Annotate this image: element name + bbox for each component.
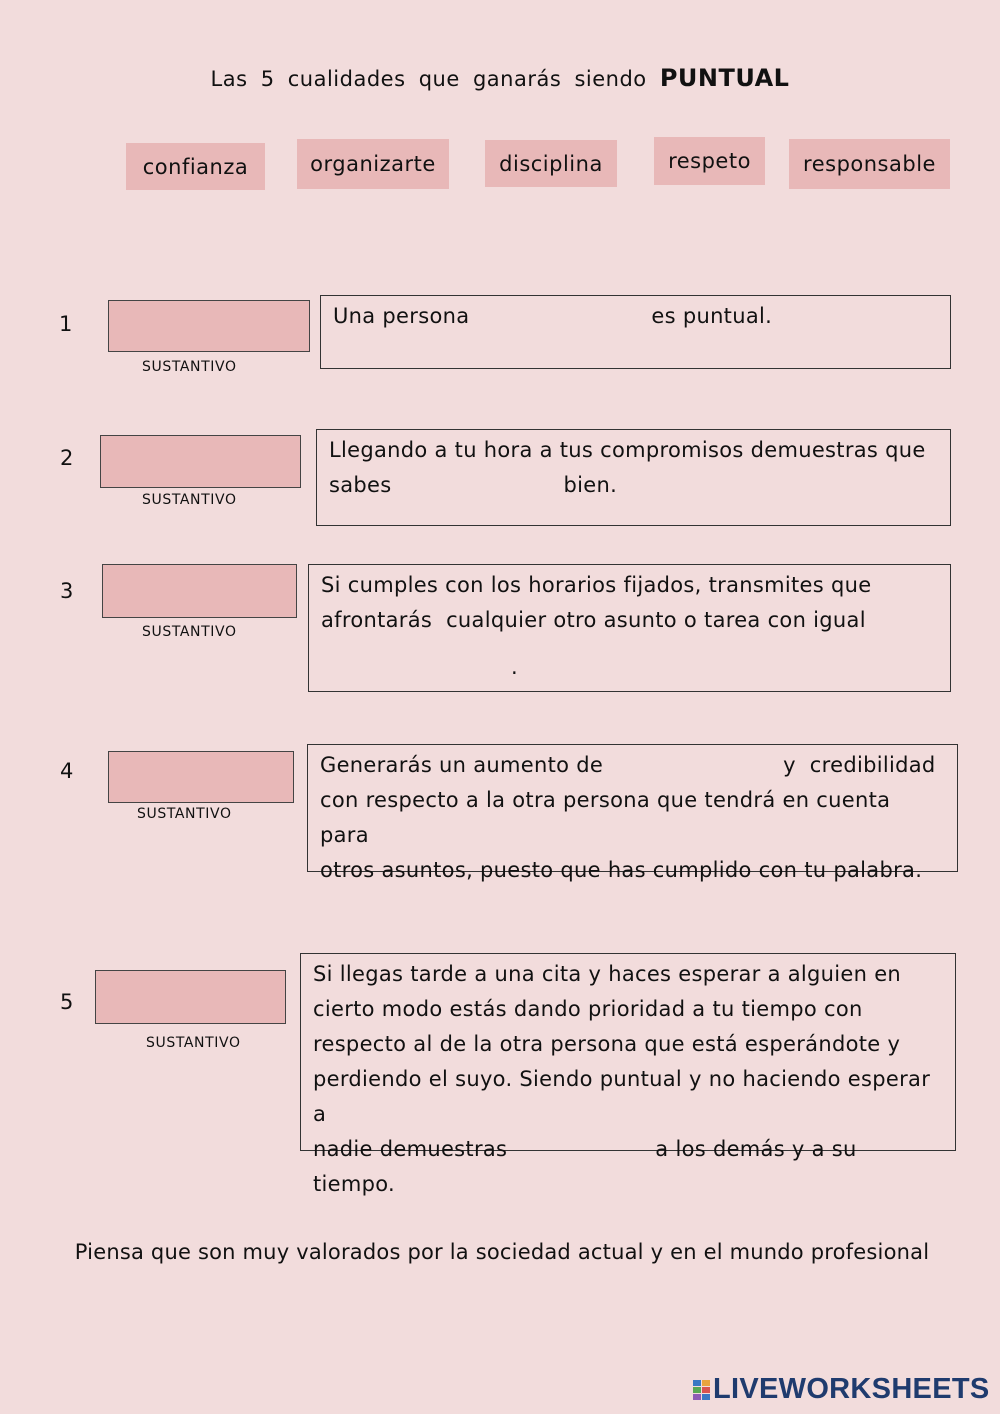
word-bank-item-disciplina[interactable]: disciplina	[485, 140, 617, 187]
logo-block	[693, 1394, 701, 1400]
sentence-5-part-b: a los demás y a su tiempo.	[313, 1137, 857, 1196]
sentence-3-line-2: afrontarás cualquier otro asunto o tarea con igual	[321, 608, 866, 632]
sentence-5-line-2: cierto modo estás dando prioridad a tu tiempo con	[313, 997, 863, 1021]
answer-drop-zone-3[interactable]	[102, 564, 297, 618]
answer-drop-zone-4[interactable]	[108, 751, 294, 803]
sentence-4-line-2: con respecto a la otra persona que tendrá en cuenta para	[320, 788, 891, 847]
sentence-5-part-a: nadie demuestras	[313, 1137, 508, 1161]
item-number-3: 3	[60, 579, 74, 603]
logo-block	[693, 1380, 701, 1386]
logo-block	[693, 1387, 701, 1393]
sentence-4-line-3: otros asuntos, puesto que has cumplido con tu palabra.	[320, 858, 923, 882]
title-text: Las 5 cualidades que ganarás siendo	[210, 67, 647, 91]
logo-block	[702, 1394, 710, 1400]
logo-text: LIVEWORKSHEETS	[713, 1373, 990, 1405]
word-bank-item-confianza[interactable]: confianza	[126, 143, 265, 190]
answer-drop-zone-2[interactable]	[100, 435, 301, 488]
sentence-4-part-b: y credibilidad	[783, 753, 936, 777]
sentence-5-line-1: Si llegas tarde a una cita y haces esperar a alguien en	[313, 962, 902, 986]
logo-blocks-icon	[693, 1380, 710, 1400]
answer-drop-zone-1[interactable]	[108, 300, 310, 352]
sentence-2-part-b: bien.	[563, 473, 618, 497]
sentence-box-2	[316, 429, 951, 526]
sentence-1-part-a: Una persona	[333, 304, 470, 328]
sentence-box-3	[308, 564, 951, 692]
sentence-5-line-3: respecto al de la otra persona que está esperándote y	[313, 1032, 901, 1056]
word-bank-item-responsable[interactable]: responsable	[789, 139, 950, 189]
item-number-5: 5	[60, 990, 74, 1014]
title-emphasis: PUNTUAL	[659, 64, 790, 92]
sentence-box-1	[320, 295, 951, 369]
answer-drop-zone-5[interactable]	[95, 970, 286, 1024]
blank-label-4: SUSTANTIVO	[137, 806, 232, 822]
word-bank-item-organizarte[interactable]: organizarte	[297, 139, 449, 189]
logo-block	[702, 1387, 710, 1393]
sentence-4-part-a: Generarás un aumento de	[320, 753, 604, 777]
blank-label-2: SUSTANTIVO	[142, 492, 237, 508]
blank-label-3: SUSTANTIVO	[142, 624, 237, 640]
blank-label-5: SUSTANTIVO	[146, 1035, 241, 1051]
sentence-3-line-1: Si cumples con los horarios fijados, transmites que	[321, 573, 872, 597]
blank-label-1: SUSTANTIVO	[142, 359, 237, 375]
sentence-box-4	[307, 744, 958, 882]
sentence-1-part-b: es puntual.	[651, 304, 773, 328]
sentence-box-5	[300, 953, 956, 1196]
liveworksheets-logo	[693, 1373, 990, 1406]
sentence-5-line-4: perdiendo el suyo. Siendo puntual y no haciendo esperar a	[313, 1067, 931, 1126]
item-number-4: 4	[60, 759, 74, 783]
sentence-2-part-a: sabes	[329, 473, 392, 497]
sentence-3-end: .	[511, 655, 518, 679]
logo-block	[702, 1380, 710, 1386]
footer-note: Piensa que son muy valorados por la sociedad actual y en el mundo profesional	[74, 1240, 930, 1264]
item-number-1: 1	[59, 312, 73, 336]
item-number-2: 2	[60, 446, 74, 470]
sentence-2-line-1: Llegando a tu hora a tus compromisos demuestras que	[329, 438, 926, 462]
word-bank-item-respeto[interactable]: respeto	[654, 137, 765, 185]
worksheet-title	[0, 64, 1000, 92]
